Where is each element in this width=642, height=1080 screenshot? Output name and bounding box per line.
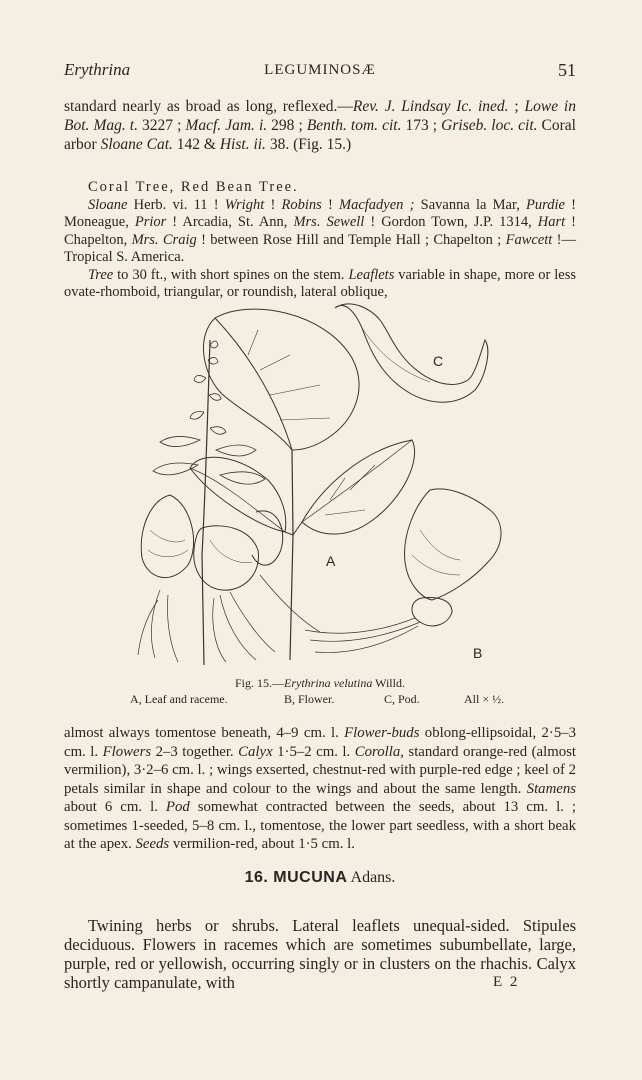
common-names: Coral Tree, Red Bean Tree.: [88, 179, 299, 195]
pod: [335, 304, 488, 402]
header-family: LEGUMINOSÆ: [264, 62, 376, 78]
legend-b: B, Flower.: [284, 692, 335, 706]
references-paragraph: standard nearly as broad as long, reflexed.—Rev. J. Lindsay Ic. ined. ; Lowe in Bot. Mag. t. 3227 ; Macf. Jam. i. 298 ; Benth. tom. cit. 173 ; Griseb. loc. cit. Coral arbor Sloane Cat. 142 & Hist. ii. 38. (Fig. 15.): [64, 98, 576, 153]
header-genus: Erythrina: [64, 60, 131, 79]
leaf-upper: [203, 309, 359, 450]
specimens-block: [64, 179, 576, 302]
running-header: [64, 60, 576, 82]
legend-a: A, Leaf and raceme.: [130, 692, 228, 706]
flower-b-standard: [405, 489, 501, 600]
legend-c: C, Pod.: [384, 692, 420, 706]
petiole-main: [290, 450, 293, 660]
label-c: C: [433, 353, 444, 369]
section-heading: 16. MUCUNA Adans.: [244, 869, 396, 886]
figure-caption: Fig. 15.—Erythrina velutina Willd.: [235, 676, 405, 690]
flower-b-stamens: [305, 618, 420, 653]
stamens-right: [260, 575, 320, 632]
botanical-illustration: [130, 300, 530, 672]
flower-standard-left: [141, 495, 193, 578]
page-number: 51: [558, 60, 576, 80]
stamens-center: [213, 592, 275, 662]
label-b: B: [473, 645, 483, 661]
genus-description: Twining herbs or shrubs. Lateral leaflets unequal-sided. Stipules deciduous. Flowers in racemes which are sometimes subumbellate, large, purple, red or yellowish, occurring singly or in clusters on the rhachis. Calyx shortly campanulate, with: [64, 915, 576, 992]
stamens-left: [138, 590, 178, 662]
description-paragraph: almost always tomentose beneath, 4–9 cm. l. Flower-buds oblong-ellipsoidal, 2·5–3 cm. l. Flowers 2–3 together. Calyx 1·5–2 cm. l. Corolla, standard orange-red (almost vermilion), 3·2–6 cm. l. ; wings exserted, chestnut-red with purple-red edge ; keel of 2 petals similar in shape and colour to the wings and about the same length. Stamens about 6 cm. l. Pod somewhat contracted between the seeds, about 13 cm. l. ; sometimes 1-seeded, 5–8 cm. l., tomentose, the lower part seedless, with a short beak at the apex. Seeds vermilion-red, about 1·5 cm. l.: [64, 725, 577, 852]
tree-description: Tree to 30 ft., with short spines on the stem. Leaflets variable in shape, more or less ovate-rhomboid, triangular, or roundish, lateral oblique,: [64, 266, 577, 300]
raceme-stem: [202, 340, 210, 665]
flower-b-calyx: [412, 598, 452, 626]
leaf-right: [302, 440, 415, 534]
label-a: A: [326, 553, 336, 569]
signature-mark: E 2: [493, 974, 520, 990]
specimen-records: Sloane Herb. vi. 11 ! Wright ! Robins ! Macfadyen ; Savanna la Mar, Purdie ! Moneague, Prior ! Arcadia, St. Ann, Mrs. Sewell ! Gordon Town, J.P. 1314, Hart ! Chapelton, Mrs. Craig ! between Rose Hill and Temple Hall ; Chapelton ; Fawcett !—Tropical S. America.: [64, 196, 577, 265]
legend-scale: All × ½.: [464, 692, 505, 706]
